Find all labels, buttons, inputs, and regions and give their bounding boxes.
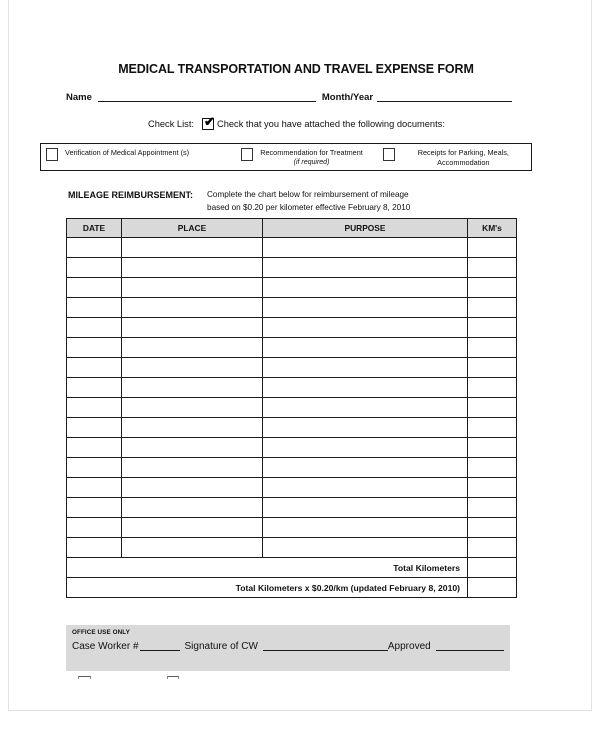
document-option-label: Receipts for Parking, Meals, Accommodation (417, 148, 509, 167)
entry-cell-place[interactable] (122, 298, 263, 318)
cutoff-checkbox-top-left (78, 676, 91, 679)
office-use-title: OFFICE USE ONLY (72, 629, 130, 636)
total-row (67, 558, 517, 578)
table-row (67, 458, 517, 478)
office-use-only-box (66, 625, 510, 671)
mileage-description-line-2: based on $0.20 per kilometer effective February 8, 2010 (207, 202, 411, 212)
month-year-label: Month/Year (321, 92, 374, 103)
entry-cell-km[interactable] (468, 458, 517, 478)
entry-cell-date[interactable] (67, 398, 122, 418)
entry-cell-place[interactable] (122, 398, 263, 418)
entry-cell-purpose[interactable] (263, 338, 468, 358)
entry-cell-km[interactable] (468, 338, 517, 358)
entry-cell-purpose[interactable] (263, 358, 468, 378)
entry-cell-purpose[interactable] (263, 238, 468, 258)
entry-cell-km[interactable] (468, 378, 517, 398)
entry-cell-km[interactable] (468, 298, 517, 318)
entry-cell-date[interactable] (67, 538, 122, 558)
entry-cell-date[interactable] (67, 378, 122, 398)
approved-input-line[interactable] (436, 639, 504, 651)
total-value-1[interactable] (468, 578, 517, 598)
entry-cell-place[interactable] (122, 498, 263, 518)
table-row (67, 358, 517, 378)
total-label-0: Total Kilometers (67, 558, 468, 578)
name-input-line[interactable] (98, 91, 316, 102)
entry-cell-km[interactable] (468, 418, 517, 438)
table-row (67, 398, 517, 418)
entry-cell-place[interactable] (122, 338, 263, 358)
office-use-fields (72, 639, 504, 652)
entry-cell-purpose[interactable] (263, 478, 468, 498)
table-row (67, 478, 517, 498)
entry-cell-purpose[interactable] (263, 258, 468, 278)
document-option-label: Verification of Medical Appointment (s) (65, 148, 190, 157)
entry-cell-date[interactable] (67, 278, 122, 298)
entry-cell-km[interactable] (468, 318, 517, 338)
mileage-section-label: MILEAGE REIMBURSEMENT: (68, 190, 194, 200)
entry-cell-date[interactable] (67, 318, 122, 338)
entry-cell-place[interactable] (122, 378, 263, 398)
column-header-place: PLACE (122, 219, 263, 238)
mileage-description (207, 189, 410, 214)
table-row (67, 318, 517, 338)
table-row (67, 518, 517, 538)
case-worker-label: Case Worker # (72, 641, 139, 652)
entry-cell-date[interactable] (67, 458, 122, 478)
document-option-recommendation[interactable] (236, 144, 377, 170)
entry-cell-purpose[interactable] (263, 378, 468, 398)
table-row (67, 238, 517, 258)
mileage-section-header (68, 189, 410, 214)
entry-cell-place[interactable] (122, 318, 263, 338)
entry-cell-place[interactable] (122, 478, 263, 498)
entry-cell-km[interactable] (468, 358, 517, 378)
entry-cell-place[interactable] (122, 238, 263, 258)
entry-cell-place[interactable] (122, 438, 263, 458)
table-header-row (67, 219, 517, 238)
mileage-table-body (67, 238, 517, 558)
entry-cell-km[interactable] (468, 538, 517, 558)
entry-cell-place[interactable] (122, 418, 263, 438)
entry-cell-purpose[interactable] (263, 418, 468, 438)
document-option-sublabel: (if required) (293, 158, 330, 166)
table-row (67, 338, 517, 358)
mileage-table-totals (67, 558, 517, 598)
entry-cell-date[interactable] (67, 478, 122, 498)
checkbox-receipts[interactable] (383, 148, 395, 161)
checklist-master-checkbox[interactable] (202, 114, 215, 130)
entry-cell-km[interactable] (468, 238, 517, 258)
entry-cell-date[interactable] (67, 298, 122, 318)
document-option-label: Recommendation for Treatment (260, 148, 363, 157)
document-option-verification[interactable] (41, 144, 236, 170)
page-title: MEDICAL TRANSPORTATION AND TRAVEL EXPENSE FORM (118, 62, 474, 76)
checkbox-verification[interactable] (46, 148, 58, 161)
entry-cell-purpose[interactable] (263, 518, 468, 538)
entry-cell-purpose[interactable] (263, 318, 468, 338)
entry-cell-place[interactable] (122, 538, 263, 558)
cutoff-checkbox-top-right (167, 676, 179, 679)
month-year-input-line[interactable] (377, 91, 512, 102)
table-row (67, 438, 517, 458)
table-row (67, 298, 517, 318)
checklist-label: Check List: (148, 119, 194, 129)
entry-cell-km[interactable] (468, 518, 517, 538)
mileage-description-line-1: Complete the chart below for reimbursement of mileage (207, 190, 409, 199)
entry-cell-purpose[interactable] (263, 278, 468, 298)
table-row (67, 418, 517, 438)
entry-cell-km[interactable] (468, 258, 517, 278)
document-option-receipts[interactable] (378, 144, 531, 170)
table-row (67, 538, 517, 558)
column-header-km: KM's (468, 219, 517, 238)
table-row (67, 498, 517, 518)
entry-cell-km[interactable] (468, 398, 517, 418)
checklist-instruction: Check that you have attached the following documents: (217, 119, 445, 129)
approved-label: Approved (387, 641, 431, 652)
entry-cell-purpose[interactable] (263, 538, 468, 558)
name-label: Name (66, 92, 92, 103)
identity-row (66, 87, 516, 103)
signature-label: Signature of CW (184, 641, 258, 652)
case-worker-input-line[interactable] (140, 639, 180, 651)
table-row (67, 278, 517, 298)
entry-cell-purpose[interactable] (263, 398, 468, 418)
entry-cell-km[interactable] (468, 438, 517, 458)
total-value-0[interactable] (468, 558, 517, 578)
entry-cell-place[interactable] (122, 258, 263, 278)
entry-cell-date[interactable] (67, 438, 122, 458)
entry-cell-purpose[interactable] (263, 458, 468, 478)
entry-cell-place[interactable] (122, 518, 263, 538)
checkmark-icon: ✔ (204, 114, 215, 129)
entry-cell-date[interactable] (67, 418, 122, 438)
attached-documents-bar (40, 143, 532, 171)
entry-cell-date[interactable] (67, 338, 122, 358)
entry-cell-purpose[interactable] (263, 438, 468, 458)
column-header-date: DATE (67, 219, 122, 238)
total-row (67, 578, 517, 598)
entry-cell-date[interactable] (67, 358, 122, 378)
checkbox-recommendation[interactable] (241, 148, 253, 161)
entry-cell-place[interactable] (122, 458, 263, 478)
entry-cell-km[interactable] (468, 478, 517, 498)
entry-cell-place[interactable] (122, 278, 263, 298)
table-row (67, 378, 517, 398)
mileage-table (66, 218, 517, 598)
table-row (67, 258, 517, 278)
entry-cell-date[interactable] (67, 518, 122, 538)
checklist-header (148, 114, 445, 130)
entry-cell-date[interactable] (67, 238, 122, 258)
column-header-purpose: PURPOSE (263, 219, 468, 238)
entry-cell-km[interactable] (468, 278, 517, 298)
total-label-1: Total Kilometers x $0.20/km (updated February 8, 2010) (67, 578, 468, 598)
entry-cell-date[interactable] (67, 258, 122, 278)
signature-input-line[interactable] (263, 639, 388, 651)
entry-cell-purpose[interactable] (263, 298, 468, 318)
entry-cell-km[interactable] (468, 498, 517, 518)
entry-cell-date[interactable] (67, 498, 122, 518)
entry-cell-purpose[interactable] (263, 498, 468, 518)
entry-cell-place[interactable] (122, 358, 263, 378)
